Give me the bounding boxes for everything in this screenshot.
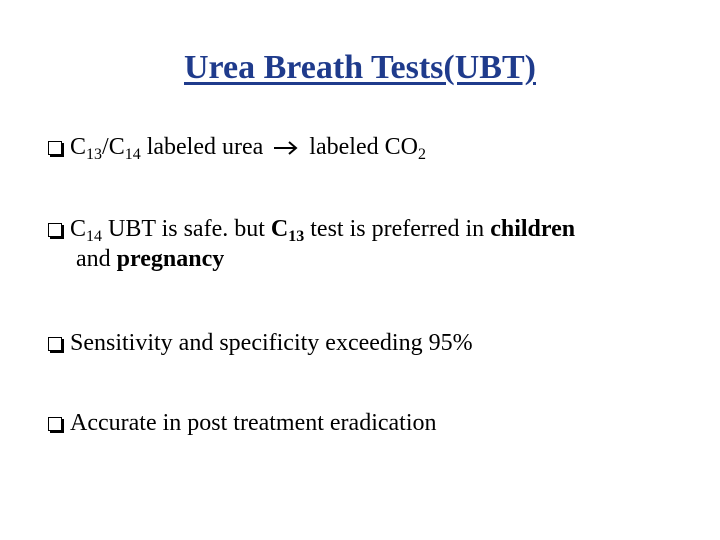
isotope-14-subscript: 14	[86, 228, 103, 245]
carbon-symbol: C	[108, 134, 125, 160]
text-segment: test is preferred in	[304, 216, 491, 242]
right-arrow-icon	[273, 140, 299, 156]
bullet-text	[48, 132, 688, 162]
square-bullet-icon	[48, 223, 62, 237]
labeled-urea-text: labeled urea	[140, 134, 270, 160]
square-bullet-icon	[48, 337, 62, 351]
bullet-item-labeled-urea	[48, 132, 688, 162]
square-bullet-icon	[48, 141, 62, 155]
bullet-text: Sensitivity and specificity exceeding 95%	[70, 330, 473, 356]
carbon-symbol: C	[70, 134, 87, 160]
carbon-symbol-bold: C	[270, 216, 289, 242]
text-segment: and	[70, 246, 117, 272]
slide-title: Urea Breath Tests(UBT)	[184, 49, 536, 86]
children-bold: children	[490, 216, 576, 242]
isotope-14-subscript: 14	[124, 146, 141, 163]
pregnancy-bold: pregnancy	[116, 246, 225, 272]
carbon-symbol: C	[70, 216, 87, 242]
bullet-item-sensitivity	[48, 328, 688, 358]
text-segment: UBT is safe. but	[102, 216, 271, 242]
slash: /	[102, 134, 109, 160]
labeled-co-text: labeled CO	[303, 134, 418, 160]
square-bullet-icon	[48, 417, 62, 431]
bullet-item-accuracy	[48, 408, 688, 438]
bullet-item-c14-safety	[48, 214, 688, 274]
isotope-13-subscript: 13	[86, 146, 103, 163]
bullet-text	[48, 214, 688, 274]
co2-subscript: 2	[417, 146, 426, 163]
bullet-text: Accurate in post treatment eradication	[70, 410, 437, 436]
isotope-13-subscript-bold: 13	[288, 228, 305, 245]
